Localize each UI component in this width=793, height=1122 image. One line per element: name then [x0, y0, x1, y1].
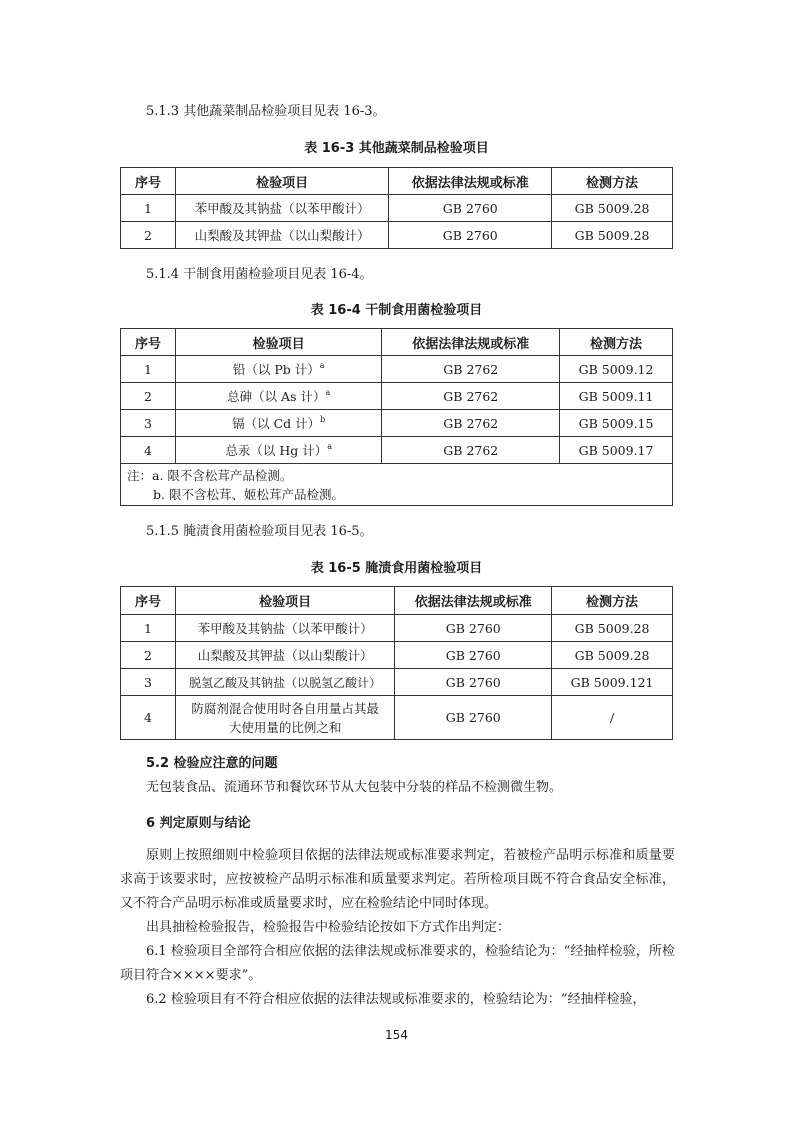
header-no: 序号: [121, 587, 176, 615]
cell-no: 4: [121, 696, 176, 740]
header-item: 检验项目: [175, 168, 389, 195]
header-method: 检测方法: [552, 168, 673, 195]
cell-item: [175, 437, 382, 464]
cell-method: GB 5009.28: [552, 615, 673, 642]
cell-law: GB 2760: [389, 195, 552, 222]
item-text-line-1: 防腐剂混合使用时各自用量占其最: [191, 700, 379, 716]
table-row: [121, 437, 673, 464]
footnote-mark: a: [325, 388, 331, 397]
table-16-4: [120, 328, 673, 506]
cell-no: 3: [121, 410, 176, 437]
cell-item: 山梨酸及其钾盐（以山梨酸计）: [175, 642, 395, 669]
table-16-4-caption: 表 16-4 干制食用菌检验项目: [310, 303, 483, 318]
item-text-line-2: 大使用量的比例之和: [228, 719, 342, 735]
cell-law: GB 2760: [395, 669, 552, 696]
cell-item: 苯甲酸及其钠盐（以苯甲酸计）: [175, 195, 389, 222]
paragraph-report: 出具抽检检验报告，检验报告中检验结论按如下方式作出判定：: [146, 920, 511, 935]
section-5-2-heading: 5.2 检验应注意的问题: [146, 756, 278, 771]
header-law: 依据法律法规或标准: [395, 587, 552, 615]
cell-item: [175, 410, 382, 437]
table-16-5-caption: 表 16-5 腌渍食用菌检验项目: [310, 561, 483, 576]
paragraph-6-2: 6.2 检验项目有不符合相应依据的法律法规或标准要求的，检验结论为：“经抽样检验，: [146, 992, 646, 1007]
table-row: [121, 195, 673, 222]
cell-item: 山梨酸及其钾盐（以山梨酸计）: [175, 222, 389, 249]
cell-law: GB 2760: [395, 615, 552, 642]
paragraph-judgement-principle: 原则上按照细则中检验项目依据的法律法规或标准要求判定，若被检产品明示标准和质量要求高于该要求时，应按被检产品明示标准和质量要求判定。若所检项目既不符合食品安全标准，又不符合产品明示标准或质量要求时，应在检验结论中同时体现。: [120, 848, 675, 911]
footnote-mark: b: [320, 415, 326, 424]
item-text: 总砷（以 As 计）: [227, 389, 326, 404]
cell-item: 苯甲酸及其钠盐（以苯甲酸计）: [175, 615, 395, 642]
section-5-1-5-text: 5.1.5 腌渍食用菌检验项目见表 16-5。: [146, 524, 373, 539]
table-16-3: [120, 167, 673, 249]
item-text: 总汞（以 Hg 计）: [225, 443, 328, 458]
cell-no: 1: [121, 615, 176, 642]
cell-no: 1: [121, 195, 176, 222]
table-header-row: [121, 587, 673, 615]
cell-no: 2: [121, 222, 176, 249]
cell-law: GB 2762: [382, 410, 560, 437]
table-note: [121, 464, 673, 506]
cell-law: GB 2760: [395, 696, 552, 740]
cell-method: GB 5009.11: [560, 383, 673, 410]
header-no: 序号: [121, 329, 176, 356]
cell-item: 脱氢乙酸及其钠盐（以脱氢乙酸计）: [175, 669, 395, 696]
table-row: [121, 356, 673, 383]
header-law: 依据法律法规或标准: [389, 168, 552, 195]
section-6-heading: 6 判定原则与结论: [146, 816, 251, 831]
note-a: 注：a. 限不含松茸产品检测。: [127, 467, 293, 483]
table-header-row: [121, 168, 673, 195]
footnote-mark: a: [327, 442, 332, 451]
section-5-2-body: 无包装食品、流通环节和餐饮环节从大包装中分装的样品不检测微生物。: [146, 780, 563, 795]
cell-method: GB 5009.17: [560, 437, 673, 464]
header-no: 序号: [121, 168, 176, 195]
header-law: 依据法律法规或标准: [382, 329, 560, 356]
header-method: 检测方法: [552, 587, 673, 615]
cell-law: GB 2762: [382, 383, 560, 410]
cell-method: GB 5009.28: [552, 222, 673, 249]
table-row: [121, 669, 673, 696]
header-item: 检验项目: [175, 587, 395, 615]
cell-law: GB 2760: [389, 222, 552, 249]
table-note-row: [121, 464, 673, 506]
cell-method: GB 5009.121: [552, 669, 673, 696]
table-header-row: [121, 329, 673, 356]
section-5-1-4-text: 5.1.4 干制食用菌检验项目见表 16-4。: [146, 267, 373, 282]
table-row: [121, 615, 673, 642]
cell-law: GB 2762: [382, 356, 560, 383]
item-text: 镉（以 Cd 计）: [232, 416, 321, 431]
cell-method: GB 5009.28: [552, 642, 673, 669]
cell-method: GB 5009.15: [560, 410, 673, 437]
cell-no: 1: [121, 356, 176, 383]
table-16-3-caption: 表 16-3 其他蔬菜制品检验项目: [304, 141, 489, 156]
cell-law: GB 2760: [395, 642, 552, 669]
table-row: [121, 410, 673, 437]
cell-no: 2: [121, 642, 176, 669]
table-row: [121, 222, 673, 249]
cell-no: 2: [121, 383, 176, 410]
cell-no: 4: [121, 437, 176, 464]
paragraph-6-1: 6.1 检验项目全部符合相应依据的法律法规或标准要求的，检验结论为：“经抽样检验，所检项目符合××××要求”。: [120, 944, 675, 983]
table-row: [121, 642, 673, 669]
section-5-1-3-text: 5.1.3 其他蔬菜制品检验项目见表 16-3。: [146, 104, 386, 119]
cell-method: GB 5009.28: [552, 195, 673, 222]
item-text: 铅（以 Pb 计）: [232, 362, 320, 377]
footnote-mark: a: [319, 361, 325, 370]
table-row: [121, 696, 673, 740]
cell-item: [175, 696, 395, 740]
table-row: [121, 383, 673, 410]
cell-item: [175, 356, 382, 383]
cell-law: GB 2762: [382, 437, 560, 464]
note-b: b. 限不含松茸、姬松茸产品检测。: [153, 486, 344, 502]
cell-method: /: [552, 696, 673, 740]
cell-item: [175, 383, 382, 410]
cell-method: GB 5009.12: [560, 356, 673, 383]
table-16-5: [120, 586, 673, 740]
page-number: 154: [385, 1028, 408, 1042]
header-method: 检测方法: [560, 329, 673, 356]
cell-no: 3: [121, 669, 176, 696]
header-item: 检验项目: [175, 329, 382, 356]
